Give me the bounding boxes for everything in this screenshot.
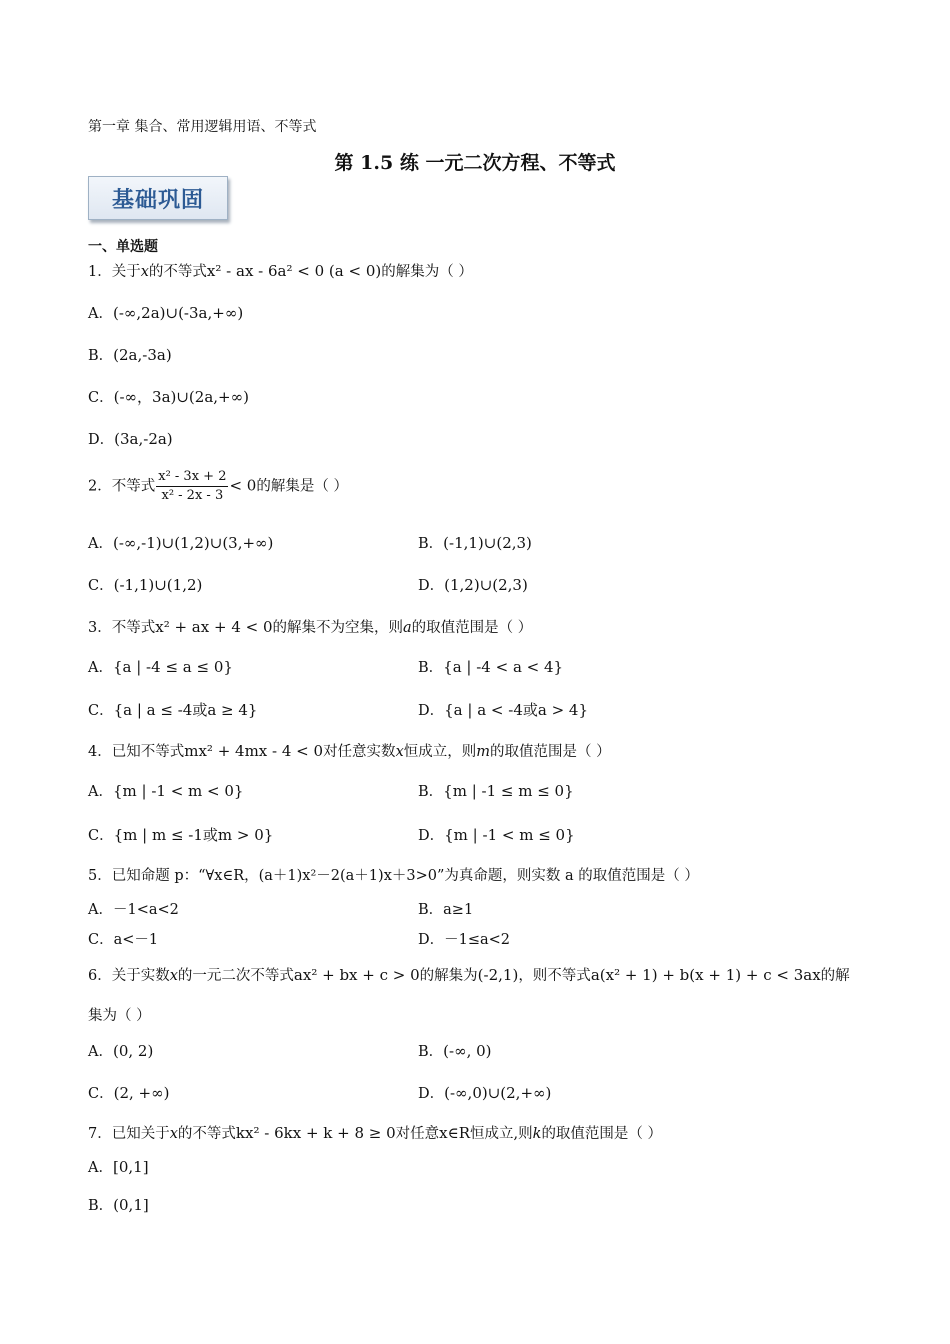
question-6-option-d: D．(-∞,0)∪(2,+∞) — [418, 1084, 552, 1102]
question-2-option-b: B．(-1,1)∪(2,3) — [418, 534, 532, 552]
question-6-stem-line2: 集为（ ） — [88, 1008, 151, 1024]
question-5-option-d: D．－1≤a<2 — [418, 932, 511, 948]
question-7-stem: 7．已知关于x的不等式kx² - 6kx + k + 8 ≥ 0对任意x∈R恒成立,则k的取值范围是（ ） — [88, 1124, 663, 1142]
question-6-option-b: B．(-∞, 0) — [418, 1042, 492, 1060]
question-7-option-a: A．[0,1] — [88, 1158, 149, 1176]
question-4-option-a: A．{m | -1 < m < 0} — [88, 782, 244, 800]
question-2-option-c: C．(-1,1)∪(1,2) — [88, 576, 203, 594]
question-1-option-d: D．(3a,-2a) — [88, 430, 173, 448]
question-5-stem: 5．已知命题 p：“∀x∈R，(a＋1)x²－2(a＋1)x＋3>0”为真命题，则实数 a 的取值范围是（ ） — [88, 868, 699, 884]
question-4-option-d: D．{m | -1 < m ≤ 0} — [418, 826, 575, 844]
question-3-option-d: D．{a | a < -4或a > 4} — [418, 701, 589, 719]
chapter-heading: 第一章 集合、常用逻辑用语、不等式 — [88, 119, 317, 135]
question-2-option-d: D．(1,2)∪(2,3) — [418, 576, 528, 594]
question-1-option-c: C．(-∞，3a)∪(2a,+∞) — [88, 388, 249, 406]
question-5-option-b: B．a≥1 — [418, 902, 474, 918]
question-5-option-c: C．a<－1 — [88, 932, 159, 948]
question-4-option-c: C．{m | m ≤ -1或m > 0} — [88, 826, 274, 844]
question-2-option-a: A．(-∞,-1)∪(1,2)∪(3,+∞) — [88, 534, 274, 552]
question-1-option-a: A．(-∞,2a)∪(-3a,+∞) — [88, 304, 244, 322]
question-3-option-b: B．{a | -4 < a < 4} — [418, 658, 564, 676]
question-6-option-c: C．(2, +∞) — [88, 1084, 170, 1102]
question-3-option-a: A．{a | -4 ≤ a ≤ 0} — [88, 658, 233, 676]
fraction: $\frac{\text{x² - 3x + 2}}{\text{x² - 2x - 3}}$ — [158, 469, 227, 503]
question-7-option-b: B．(0,1] — [88, 1196, 149, 1214]
question-1-option-b: B．(2a,-3a) — [88, 346, 172, 364]
question-1-stem: 1．关于x的不等式x² - ax - 6a² < 0 (a < 0)的解集为（ ） — [88, 262, 473, 280]
question-6-stem-line1: 6．关于实数x的一元二次不等式ax² + bx + c > 0的解集为(-2,1)，则不等式a(x² + 1) + b(x + 1) + c < 3ax的解 — [88, 966, 850, 984]
question-3-stem: 3．不等式x² + ax + 4 < 0的解集不为空集，则a的取值范围是（ ） — [88, 618, 533, 636]
question-4-option-b: B．{m | -1 ≤ m ≤ 0} — [418, 782, 574, 800]
question-5-option-a: A．－1<a<2 — [88, 902, 179, 918]
badge-label: 基础巩固 — [88, 176, 228, 220]
question-2-stem: 2．不等式 $\frac{\text{x² - 3x + 2}}{\text{x² - 2x - 3}}$ < 0的解集是（ ） — [88, 469, 348, 503]
section-heading: 一、单选题 — [88, 239, 158, 255]
question-4-stem: 4．已知不等式mx² + 4mx - 4 < 0对任意实数x恒成立，则m的取值范围是（ ） — [88, 742, 611, 760]
question-6-option-a: A．(0, 2) — [88, 1042, 154, 1060]
question-3-option-c: C．{a | a ≤ -4或a ≥ 4} — [88, 701, 258, 719]
page-title: 第 1.5 练 一元二次方程、不等式 — [334, 152, 616, 174]
